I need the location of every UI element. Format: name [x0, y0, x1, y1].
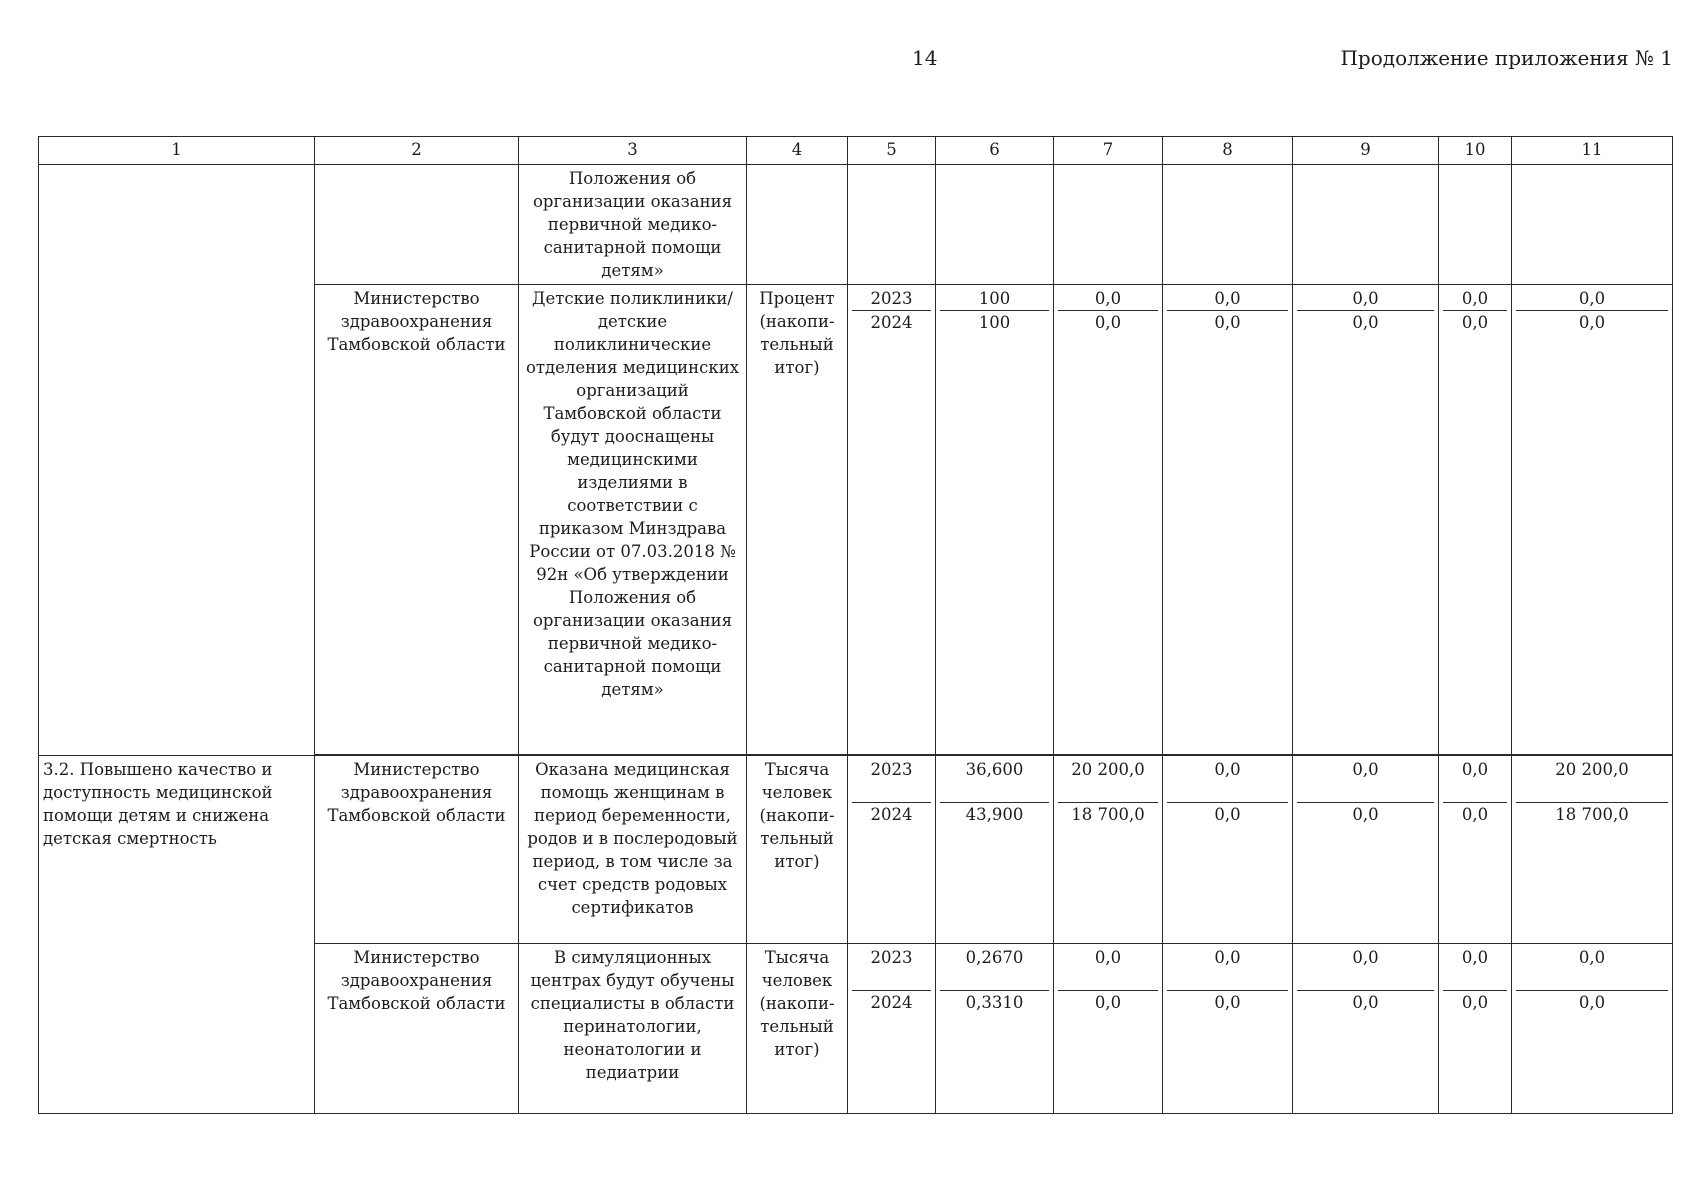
header-col-5: 5: [848, 137, 936, 165]
cell-col9: 0,0 0,0: [1293, 756, 1439, 944]
cell-year: 2023 2024: [848, 285, 936, 755]
page-number: 14: [912, 46, 938, 70]
cell-result: В симуляционных центрах будут обучены специалисты в области перинатологии, неонатологии и педиатрии: [519, 944, 747, 1114]
cell-year: 2023 2024: [848, 944, 936, 1114]
header-col-1: 1: [39, 137, 315, 165]
cell-executor: Министерство здравоохранения Тамбовской области: [315, 285, 519, 755]
cell-col8: 0,0 0,0: [1163, 756, 1293, 944]
appendix-table: [38, 136, 1673, 1114]
table-row: [39, 165, 1673, 285]
cell-result: Оказана медицинская помощь женщинам в период беременности, родов и в послеродовый период, в том числе за счет средств родовых сертификатов: [519, 756, 747, 944]
cell-col7: 0,0 0,0: [1054, 285, 1163, 755]
cell-year: 2023 2024: [848, 756, 936, 944]
header-row: [39, 137, 1673, 165]
cell-col8: 0,0 0,0: [1163, 944, 1293, 1114]
header-col-8: 8: [1163, 137, 1293, 165]
cell-unit: Процент (накопи-тельный итог): [747, 285, 848, 755]
cell-col7: 0,0 0,0: [1054, 944, 1163, 1114]
continuation-label: Продолжение приложения № 1: [1340, 46, 1673, 70]
cell-executor: [315, 165, 519, 285]
cell-col8: 0,0 0,0: [1163, 285, 1293, 755]
cell-executor: Министерство здравоохранения Тамбовской области: [315, 756, 519, 944]
header-col-9: 9: [1293, 137, 1439, 165]
cell-col10: 0,0 0,0: [1439, 285, 1512, 755]
header-col-2: 2: [315, 137, 519, 165]
cell-col6: 100 100: [936, 285, 1054, 755]
cell-result-continued: Положения об организации оказания первичной медико-санитарной помощи детям»: [519, 165, 747, 285]
cell-col9: 0,0 0,0: [1293, 285, 1439, 755]
cell-task: 3.2. Повышено качество и доступность медицинской помощи детям и снижена детская смертность: [39, 756, 315, 1114]
cell-executor: Министерство здравоохранения Тамбовской области: [315, 944, 519, 1114]
cell-col11: 0,0 0,0: [1512, 285, 1673, 755]
cell-col11: 0,0 0,0: [1512, 944, 1673, 1114]
cell-col9: 0,0 0,0: [1293, 944, 1439, 1114]
cell-unit: Тысяча человек (накопи-тельный итог): [747, 756, 848, 944]
header-col-4: 4: [747, 137, 848, 165]
table-row: [39, 756, 1673, 944]
cell-col10: 0,0 0,0: [1439, 756, 1512, 944]
header-col-10: 10: [1439, 137, 1512, 165]
cell-col6: 36,600 43,900: [936, 756, 1054, 944]
header-col-3: 3: [519, 137, 747, 165]
cell-unit: Тысяча человек (накопи-тельный итог): [747, 944, 848, 1114]
header-col-6: 6: [936, 137, 1054, 165]
cell-col6: 0,2670 0,3310: [936, 944, 1054, 1114]
cell-col10: 0,0 0,0: [1439, 944, 1512, 1114]
cell-task: [39, 165, 315, 756]
cell-result: Детские поликлиники/детские поликлинические отделения медицинских организаций Тамбовской области будут дооснащены медицинскими изделиями в соответствии с приказом Минздрава России от 07.03.2018 № 92н «Об утверждении Положения об организации оказания первичной медико-санитарной помощи детям»: [519, 285, 747, 755]
cell-col11: 20 200,0 18 700,0: [1512, 756, 1673, 944]
header-col-11: 11: [1512, 137, 1673, 165]
cell-col7: 20 200,0 18 700,0: [1054, 756, 1163, 944]
header-col-7: 7: [1054, 137, 1163, 165]
